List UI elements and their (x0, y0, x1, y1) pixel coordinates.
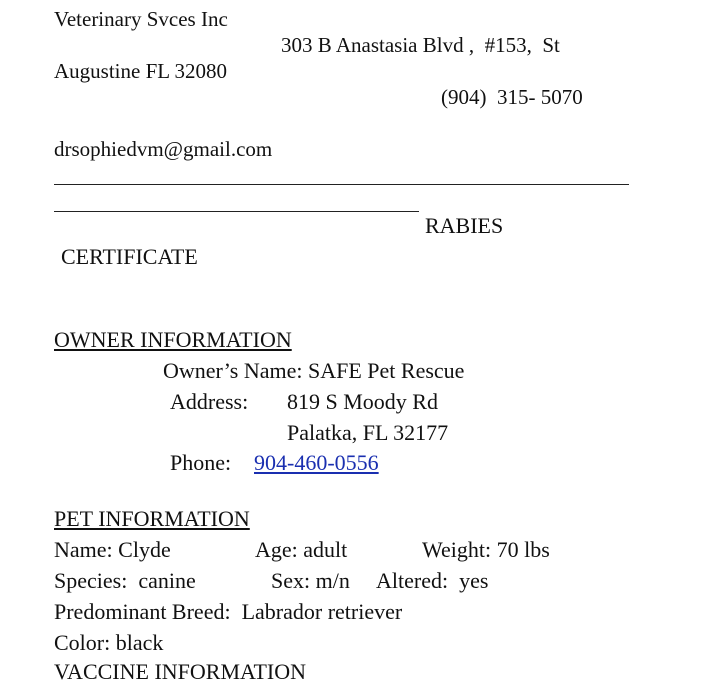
owner-address-line1: 819 S Moody Rd (287, 389, 438, 414)
pet-age-value: adult (303, 537, 348, 562)
certificate-title-part2: CERTIFICATE (61, 244, 198, 269)
pet-sex (271, 570, 350, 592)
pet-species-label: Species: (54, 568, 128, 593)
clinic-address-line2: Augustine FL 32080 (54, 59, 228, 83)
owner-name-value: SAFE Pet Rescue (308, 358, 465, 383)
pet-altered-label: Altered: (376, 568, 449, 593)
owner-address-label: Address: (170, 389, 249, 414)
pet-age-label: Age: (255, 537, 298, 562)
pet-name-value: Clyde (118, 537, 171, 562)
certificate-title-part1: RABIES (425, 213, 504, 238)
pet-breed-label: Predominant Breed: (54, 599, 231, 624)
owner-section-heading: OWNER INFORMATION (54, 327, 292, 352)
owner-phone-link[interactable]: 904-460-0556 (254, 450, 379, 475)
clinic-phone: (904) 315- 5070 (441, 85, 583, 109)
owner-phone-label: Phone: (170, 450, 232, 475)
pet-altered-value: yes (459, 568, 489, 593)
header-divider-long (54, 184, 629, 185)
pet-color-label: Color: (54, 630, 111, 655)
pet-name (54, 539, 171, 561)
clinic-email: drsophiedvm@gmail.com (54, 137, 273, 161)
header-divider-short (54, 211, 419, 212)
clinic-name: Veterinary Svces Inc (54, 7, 228, 31)
pet-section-heading: PET INFORMATION (54, 506, 250, 531)
pet-age (255, 539, 347, 561)
owner-name-label: Owner’s Name: (163, 358, 303, 383)
pet-weight (422, 539, 550, 561)
pet-weight-label: Weight: (422, 537, 492, 562)
clinic-address-line1: 303 B Anastasia Blvd , #153, St (281, 33, 560, 57)
pet-color (54, 632, 163, 654)
vaccine-section-heading: VACCINE INFORMATION (54, 659, 307, 684)
owner-address-line2: Palatka, FL 32177 (287, 420, 449, 445)
pet-species-value: canine (138, 568, 196, 593)
pet-weight-value: 70 lbs (496, 537, 550, 562)
pet-sex-label: Sex: (271, 568, 311, 593)
pet-color-value: black (115, 630, 164, 655)
pet-sex-value: m/n (315, 568, 350, 593)
pet-breed-value: Labrador retriever (241, 599, 403, 624)
pet-altered (376, 570, 488, 592)
pet-species (54, 570, 196, 592)
pet-name-label: Name: (54, 537, 113, 562)
pet-breed (54, 601, 402, 623)
owner-name-row (163, 360, 464, 382)
